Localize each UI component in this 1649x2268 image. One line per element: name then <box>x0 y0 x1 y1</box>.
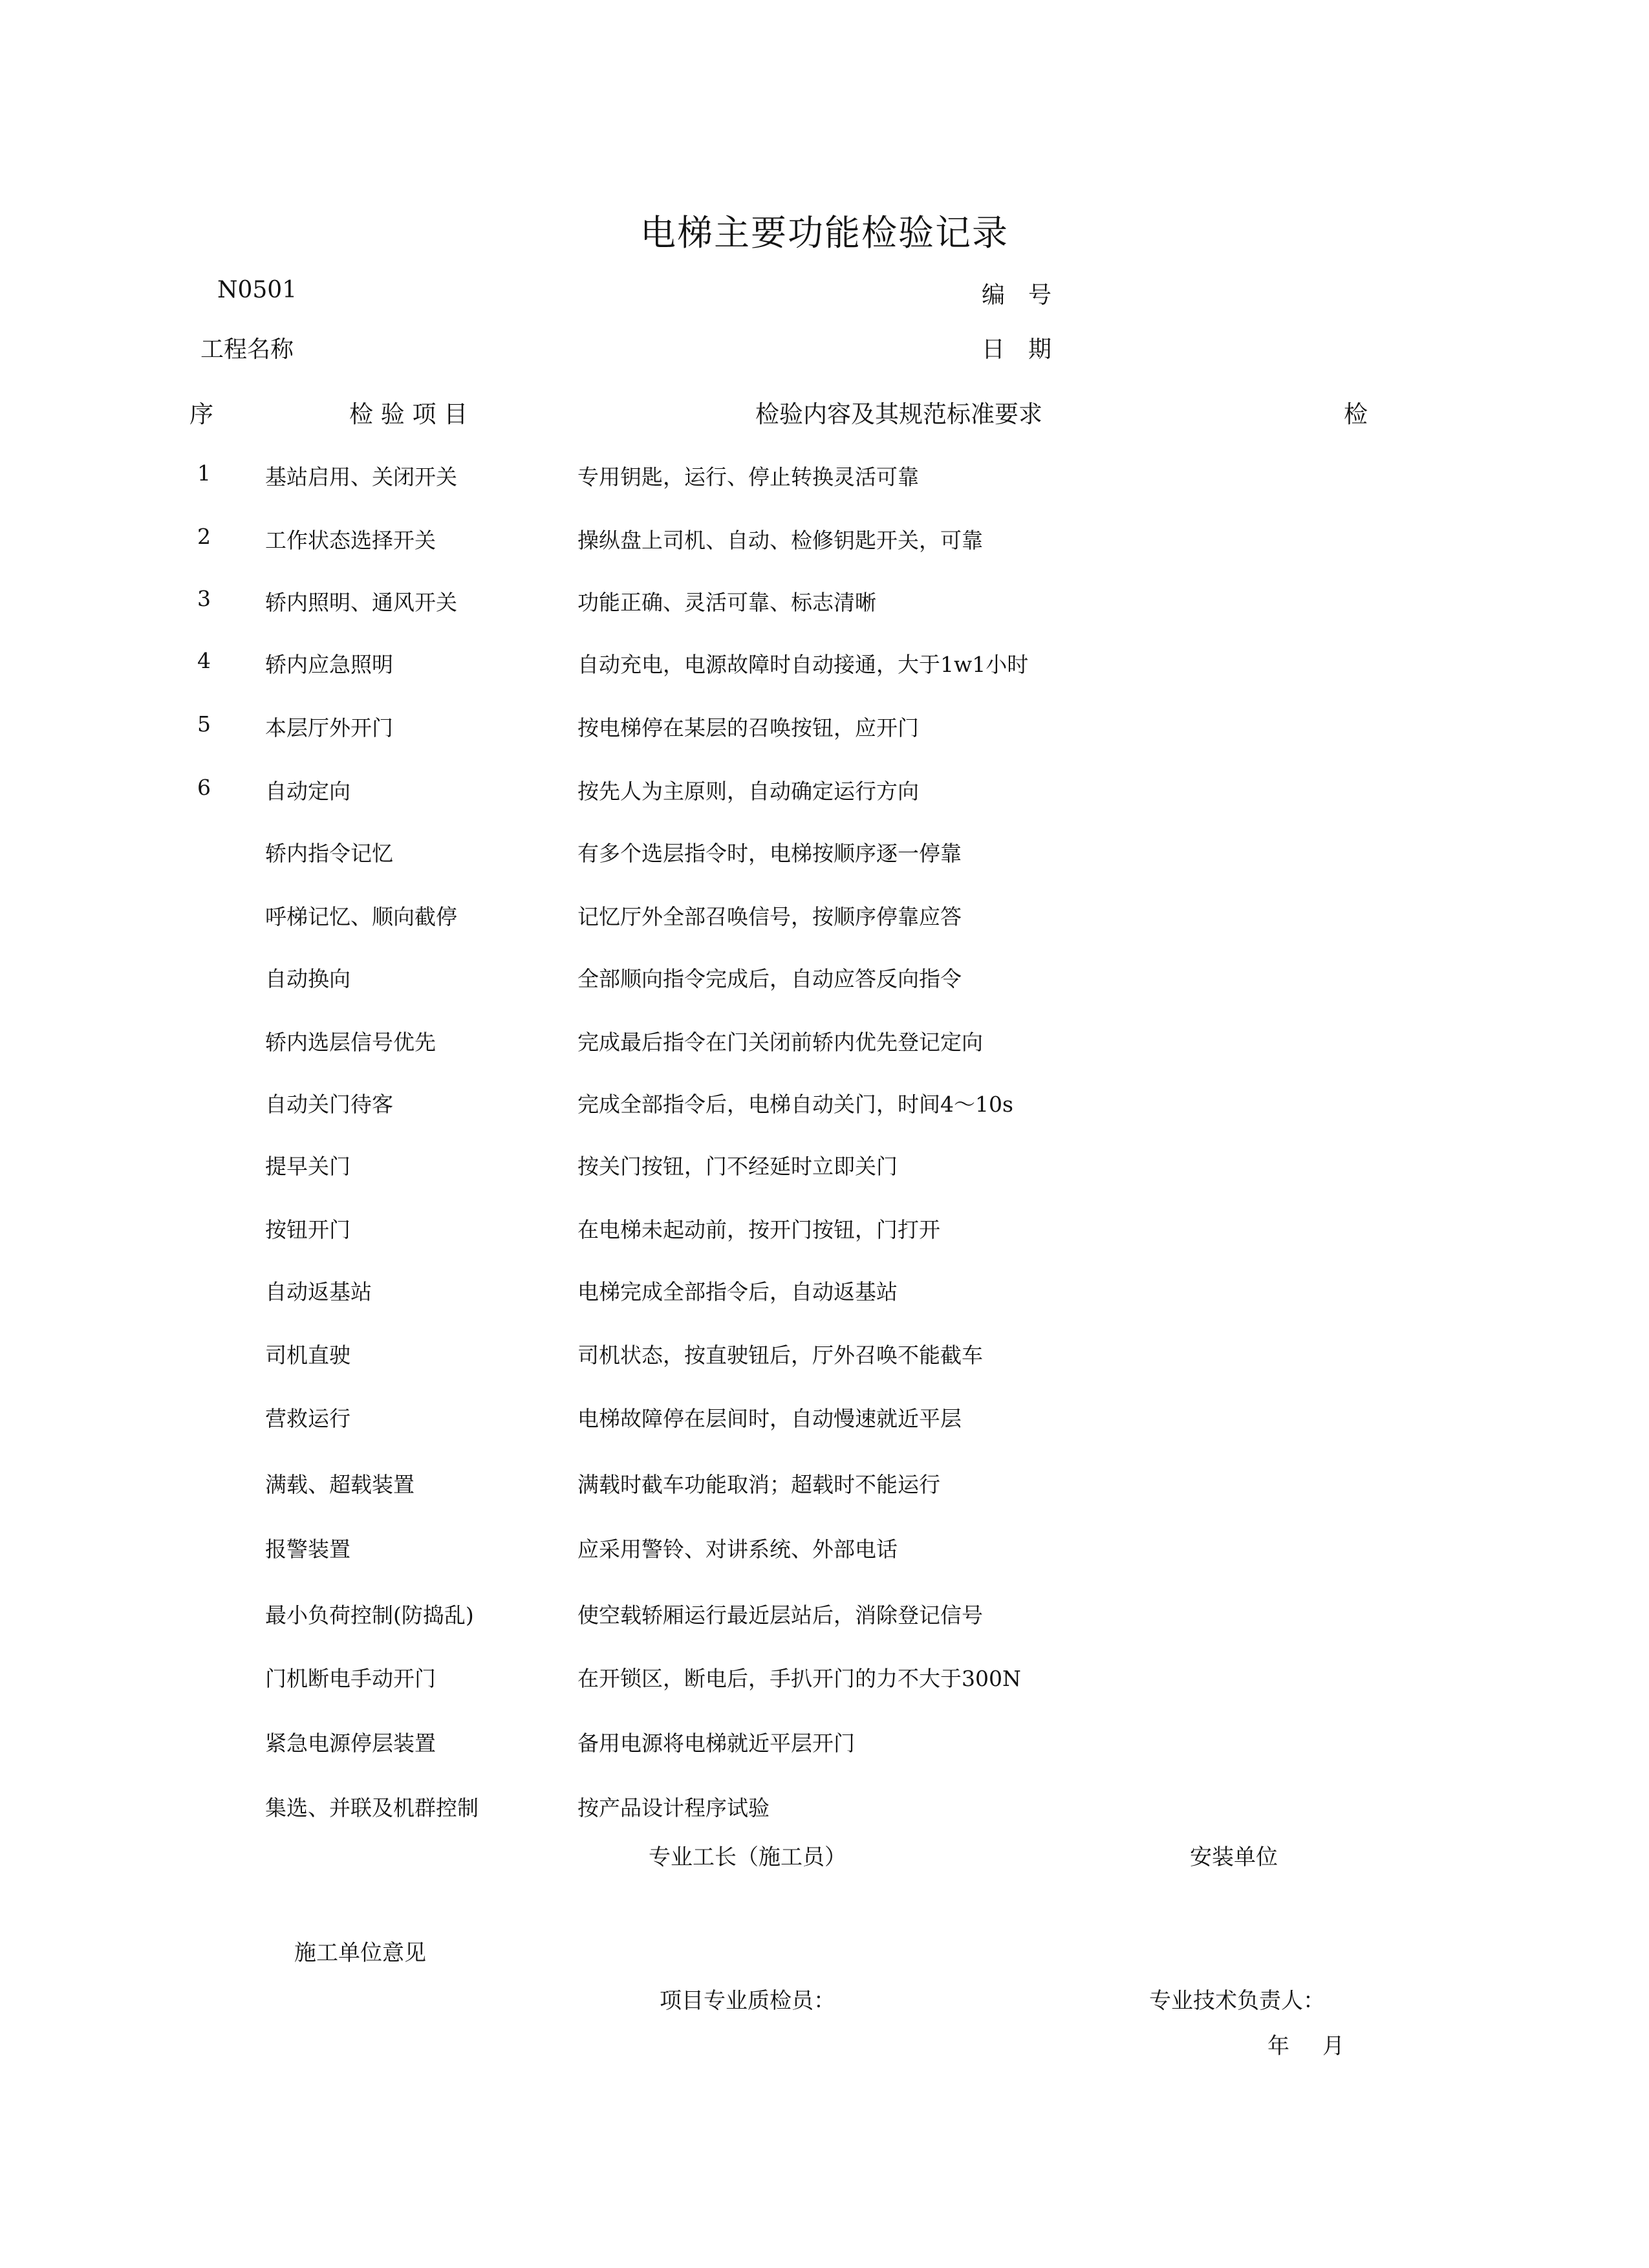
row-4-item: 轿内应急照明 <box>265 652 393 677</box>
row-1-content: 专用钥匙，运行、停止转换灵活可靠 <box>577 464 919 490</box>
row-18-content: 应采用警铃、对讲系统、外部电话 <box>577 1537 898 1562</box>
header-seq: 序 <box>189 400 213 428</box>
quality-inspector-label: 项目专业质检员： <box>660 1988 835 2014</box>
row-11-content: 完成全部指令后，电梯自动关门，时间4～10s <box>577 1092 1013 1117</box>
row-14-content: 电梯完成全部指令后，自动返基站 <box>577 1279 898 1304</box>
row-10-item: 轿内选层信号优先 <box>265 1030 436 1055</box>
row-19-item: 最小负荷控制(防捣乱) <box>265 1603 474 1628</box>
row-8-item: 呼梯记忆、顺向截停 <box>265 904 457 929</box>
row-17-item: 满载、超载装置 <box>265 1472 415 1497</box>
row-16-content: 电梯故障停在层间时，自动慢速就近平层 <box>577 1406 962 1431</box>
row-6-content: 按先人为主原则，自动确定运行方向 <box>577 779 919 804</box>
year-label: 年 <box>1267 2033 1289 2059</box>
row-2-content: 操纵盘上司机、自动、检修钥匙开关，可靠 <box>577 528 983 553</box>
row-3-content: 功能正确、灵活可靠、标志清晰 <box>577 590 876 615</box>
row-11-item: 自动关门待客 <box>265 1092 393 1117</box>
row-18-item: 报警装置 <box>265 1537 350 1562</box>
row-3-item: 轿内照明、通风开关 <box>265 590 457 615</box>
row-9-item: 自动换向 <box>265 966 350 991</box>
number-label: 编 号 <box>982 282 1052 308</box>
row-10-content: 完成最后指令在门关闭前轿内优先登记定向 <box>577 1030 983 1055</box>
row-12-item: 提早关门 <box>265 1154 350 1179</box>
row-5-seq: 5 <box>197 711 211 737</box>
row-21-content: 备用电源将电梯就近平层开门 <box>577 1731 855 1756</box>
row-14-item: 自动返基站 <box>265 1279 372 1304</box>
header-content: 检验内容及其规范标准要求 <box>755 400 1042 428</box>
row-13-content: 在电梯未起动前，按开门按钮，门打开 <box>577 1217 940 1242</box>
row-15-content: 司机状态，按直驶钮后，厅外召唤不能截车 <box>577 1343 983 1368</box>
row-3-seq: 3 <box>197 586 211 611</box>
row-19-content: 使空载轿厢运行最近层站后，消除登记信号 <box>577 1603 983 1628</box>
row-1-item: 基站启用、关闭开关 <box>265 464 457 490</box>
row-22-content: 按产品设计程序试验 <box>577 1795 770 1820</box>
construction-opinion-label: 施工单位意见 <box>294 1940 426 1966</box>
row-1-seq: 1 <box>197 460 211 486</box>
row-4-seq: 4 <box>197 648 211 673</box>
form-code: N0501 <box>217 277 297 303</box>
tech-lead-label: 专业技术负责人： <box>1149 1988 1325 2014</box>
row-13-item: 按钮开门 <box>265 1217 350 1242</box>
row-12-content: 按关门按钮，门不经延时立即关门 <box>577 1154 898 1179</box>
row-5-content: 按电梯停在某层的召唤按钮，应开门 <box>577 715 919 740</box>
row-17-content: 满载时截车功能取消；超载时不能运行 <box>577 1472 940 1497</box>
row-21-item: 紧急电源停层装置 <box>265 1731 436 1756</box>
foreman-label: 专业工长（施工员） <box>649 1844 846 1870</box>
date-label: 日 期 <box>982 336 1052 363</box>
page-title: 电梯主要功能检验记录 <box>640 212 1009 254</box>
row-22-item: 集选、并联及机群控制 <box>265 1795 479 1820</box>
row-20-item: 门机断电手动开门 <box>265 1666 436 1691</box>
row-15-item: 司机直驶 <box>265 1343 350 1368</box>
row-7-item: 轿内指令记忆 <box>265 841 393 866</box>
month-label: 月 <box>1322 2033 1344 2059</box>
row-6-item: 自动定向 <box>265 779 350 804</box>
row-2-seq: 2 <box>197 524 211 549</box>
header-item: 检 验 项 目 <box>349 400 468 428</box>
row-2-item: 工作状态选择开关 <box>265 528 436 553</box>
header-result-partial: 检 <box>1344 400 1368 428</box>
project-name-label: 工程名称 <box>200 336 294 363</box>
row-5-item: 本层厅外开门 <box>265 715 393 740</box>
row-16-item: 营救运行 <box>265 1406 350 1431</box>
install-unit-label: 安装单位 <box>1190 1844 1278 1870</box>
row-6-seq: 6 <box>197 775 211 800</box>
row-7-content: 有多个选层指令时，电梯按顺序逐一停靠 <box>577 841 962 866</box>
row-9-content: 全部顺向指令完成后，自动应答反向指令 <box>577 966 962 991</box>
row-4-content: 自动充电，电源故障时自动接通，大于1w1小时 <box>577 652 1029 677</box>
row-20-content: 在开锁区，断电后，手扒开门的力不大于300N <box>577 1666 1021 1691</box>
row-8-content: 记忆厅外全部召唤信号，按顺序停靠应答 <box>577 904 962 929</box>
